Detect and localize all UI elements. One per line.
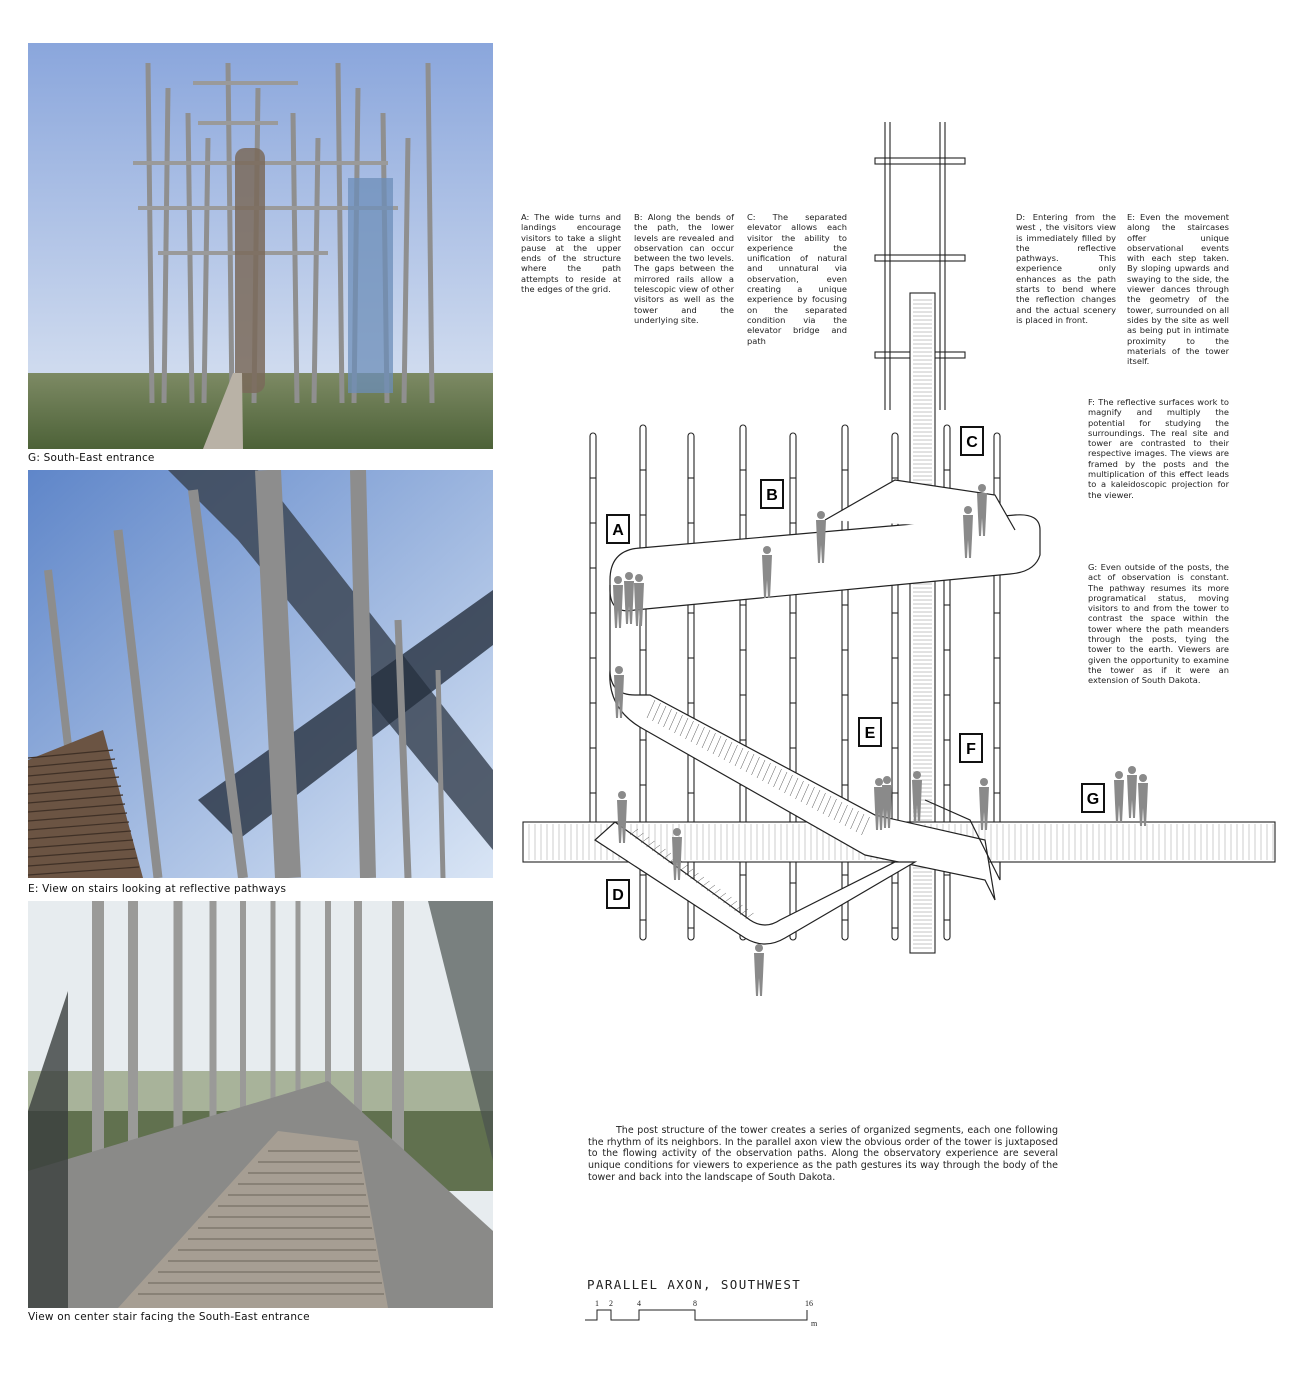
scale-tick-label: 2 xyxy=(609,1299,613,1308)
note-e: E: Even the movement along the staircases offer unique observational events with each step taken. By sloping upwards and swaying to the side, the viewer dances through the geometry of the tower, surrounded on all sides by the site as well as being put in intimate proximity to the materials of the tower itself. xyxy=(1127,212,1229,367)
label-a: A xyxy=(612,522,624,539)
scale-unit: m xyxy=(811,1319,818,1328)
label-c: C xyxy=(966,434,978,451)
render-south-east-entrance xyxy=(28,43,493,449)
label-b: B xyxy=(766,487,778,504)
render-center-stair xyxy=(28,901,493,1308)
render-stairs-reflective xyxy=(28,470,493,878)
summary-paragraph: The post structure of the tower creates a series of organized segments, each one following the rhythm of its neighbors. In the parallel axon view the obvious order of the tower is juxtaposed to the flowing activity of the observation paths. Along the observatory experience are several unique conditions for viewers to experience as the path gestures its way through the body of the tower and back into the landscape of South Dakota. xyxy=(588,1125,1058,1183)
scale-tick-label: 1 xyxy=(595,1299,599,1308)
note-f: F: The reflective surfaces work to magnify and multiply the potential for studying the surroundings. The real site and tower are contrasted to their respective images. The views are framed by the posts and the multiplication of this effect leads to a kaleidoscopic projection for the viewer. xyxy=(1088,397,1229,500)
scale-tick-label: 4 xyxy=(637,1299,641,1308)
note-g: G: Even outside of the posts, the act of observation is constant. The pathway resumes its more programatical status, moving visitors to and from the tower to contrast the space within the tower where the path meanders through the posts, tying the tower to the earth. Viewers are given the opportunity to examine the tower as if it were an extension of South Dakota. xyxy=(1088,562,1229,686)
parallel-axon-drawing xyxy=(515,110,1285,1040)
scale-tick-label: 16 xyxy=(805,1299,813,1308)
render-caption: G: South-East entrance xyxy=(28,452,155,464)
note-b: B: Along the bends of the path, the lower levels are revealed and observation can occur between the two levels. The gaps between the mirrored rails allow a telescopic view of other visitors as well as the tower and the underlying site. xyxy=(634,212,734,325)
label-g: G xyxy=(1086,791,1100,808)
render-caption: View on center stair facing the South-East entrance xyxy=(28,1311,310,1323)
label-e: E xyxy=(864,725,876,742)
drawing-title: PARALLEL AXON, SOUTHWEST xyxy=(587,1277,802,1292)
note-d: D: Entering from the west , the visitors view is immediately filled by the reflective pathways. This experience only enhances as the path starts to bend where the reflection changes and the actual scenery is placed in front. xyxy=(1016,212,1116,325)
scale-tick-label: 8 xyxy=(693,1299,697,1308)
scale-bar xyxy=(583,1292,823,1332)
note-a: A: The wide turns and landings encourage visitors to take a slight pause at the upper ends of the structure where the path attempts to reside at the edges of the grid. xyxy=(521,212,621,295)
label-d: D xyxy=(612,887,624,904)
render-caption: E: View on stairs looking at reflective pathways xyxy=(28,883,287,895)
note-c: C: The separated elevator allows each visitor the ability to experience the unification of natural and unnatural via observation, even creating a unique experience by focusing on the separated condition via the elevator bridge and path xyxy=(747,212,847,346)
label-f: F xyxy=(966,741,976,758)
